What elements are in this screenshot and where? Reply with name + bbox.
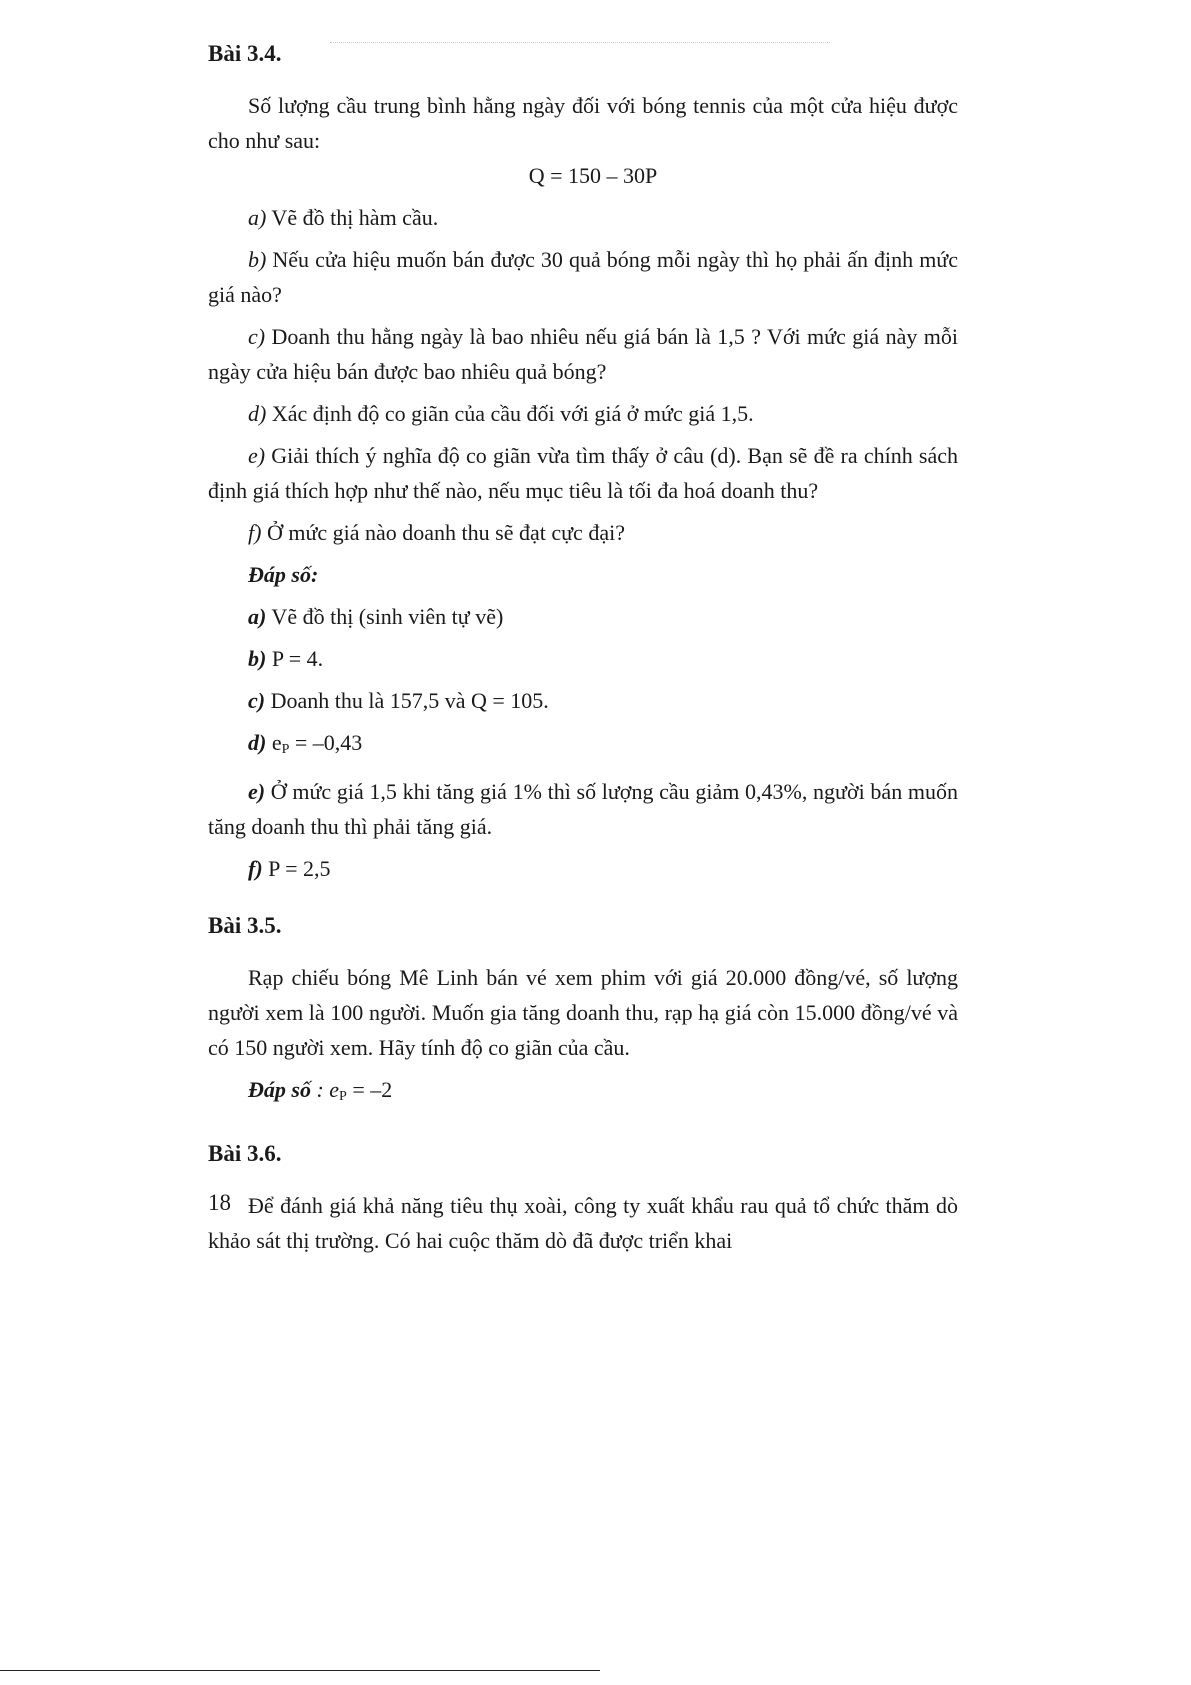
exercise-3-5-title: Bài 3.5.	[208, 913, 282, 938]
demand-formula: Q = 150 – 30P	[528, 163, 658, 188]
exercise-3-6-title: Bài 3.6.	[208, 1141, 282, 1166]
answer-e	[208, 774, 958, 844]
exercise-3-6-body: Để đánh giá khả năng tiêu thụ xoài, công ty xuất khẩu rau quả tổ chức thăm dò khảo sát thị trường. Có hai cuộc thăm dò đã được triển khai	[208, 1193, 958, 1253]
question-f-text: Ở mức giá nào doanh thu sẽ đạt cực đại?	[261, 520, 625, 545]
question-e-text: Giải thích ý nghĩa độ co giãn vừa tìm thấy ở câu (d). Bạn sẽ đề ra chính sách định giá thích hợp như thế nào, nếu mục tiêu là tối đa hoá doanh thu?	[208, 443, 958, 503]
exercise-3-4-intro: Số lượng cầu trung bình hằng ngày đối với bóng tennis của một cửa hiệu được cho như sau:	[208, 93, 958, 153]
question-e-label: e)	[248, 443, 266, 468]
answer-b	[208, 641, 958, 676]
answer-b-label: b)	[248, 646, 267, 671]
question-f-label: f)	[248, 520, 262, 545]
answer-a-label: a)	[248, 604, 267, 629]
question-c-text: Doanh thu hằng ngày là bao nhiêu nếu giá bán là 1,5 ? Với mức giá này mỗi ngày cửa hiệu bán được bao nhiêu quả bóng?	[208, 324, 958, 384]
answer-c-text: Doanh thu là 157,5 và Q = 105.	[265, 688, 549, 713]
exercise-3-5-answer	[208, 1072, 958, 1114]
answer-e-label: e)	[248, 779, 266, 804]
answer-d-subscript: P	[281, 742, 290, 757]
answer-a-text: Vẽ đồ thị (sinh viên tự vẽ)	[266, 604, 504, 629]
question-a	[208, 200, 958, 235]
question-a-text: Vẽ đồ thị hàm cầu.	[266, 205, 439, 230]
answers-heading: Đáp số:	[248, 562, 319, 587]
answer-d-label: d)	[248, 730, 267, 755]
exercise-3-4-title: Bài 3.4.	[208, 41, 282, 66]
scan-bottom-rule	[0, 1670, 600, 1671]
answer-e-text: Ở mức giá 1,5 khi tăng giá 1% thì số lượng cầu giảm 0,43%, người bán muốn tăng doanh thu thì phải tăng giá.	[208, 779, 958, 839]
answer-f-text: P = 2,5	[262, 856, 331, 881]
question-d	[208, 396, 958, 431]
question-c	[208, 319, 958, 389]
answer-d-text-pre: e	[266, 730, 282, 755]
question-f	[208, 515, 958, 550]
answer-c	[208, 683, 958, 718]
answer-f	[208, 851, 958, 886]
exercise-3-5-answer-subscript: P	[339, 1089, 347, 1104]
answer-b-text: P = 4.	[266, 646, 324, 671]
answer-c-label: c)	[248, 688, 266, 713]
document-page	[208, 38, 958, 1258]
exercise-3-5-answer-pre: : e	[310, 1077, 340, 1102]
answer-d	[208, 725, 958, 767]
question-a-label: a)	[248, 205, 267, 230]
question-d-label: d)	[248, 401, 267, 426]
exercise-3-5-answer-post: = –2	[346, 1077, 393, 1102]
exercise-3-5-body: Rạp chiếu bóng Mê Linh bán vé xem phim với giá 20.000 đồng/vé, số lượng người xem là 100 người. Muốn gia tăng doanh thu, rạp hạ giá còn 15.000 đồng/vé và có 150 người xem. Hãy tính độ co giãn của cầu.	[208, 965, 958, 1060]
question-d-text: Xác định độ co giãn của cầu đối với giá ở mức giá 1,5.	[266, 401, 754, 426]
page-number: 18	[208, 1190, 231, 1215]
answer-a	[208, 599, 958, 634]
question-b	[208, 242, 958, 312]
question-c-label: c)	[248, 324, 266, 349]
question-b-label: b)	[248, 247, 267, 272]
answer-d-text-post: = –0,43	[289, 730, 363, 755]
answer-f-label: f)	[248, 856, 263, 881]
question-b-text: Nếu cửa hiệu muốn bán được 30 quả bóng mỗi ngày thì họ phải ấn định mức giá nào?	[208, 247, 958, 307]
question-e	[208, 438, 958, 508]
exercise-3-5-answer-label: Đáp số	[248, 1077, 311, 1102]
